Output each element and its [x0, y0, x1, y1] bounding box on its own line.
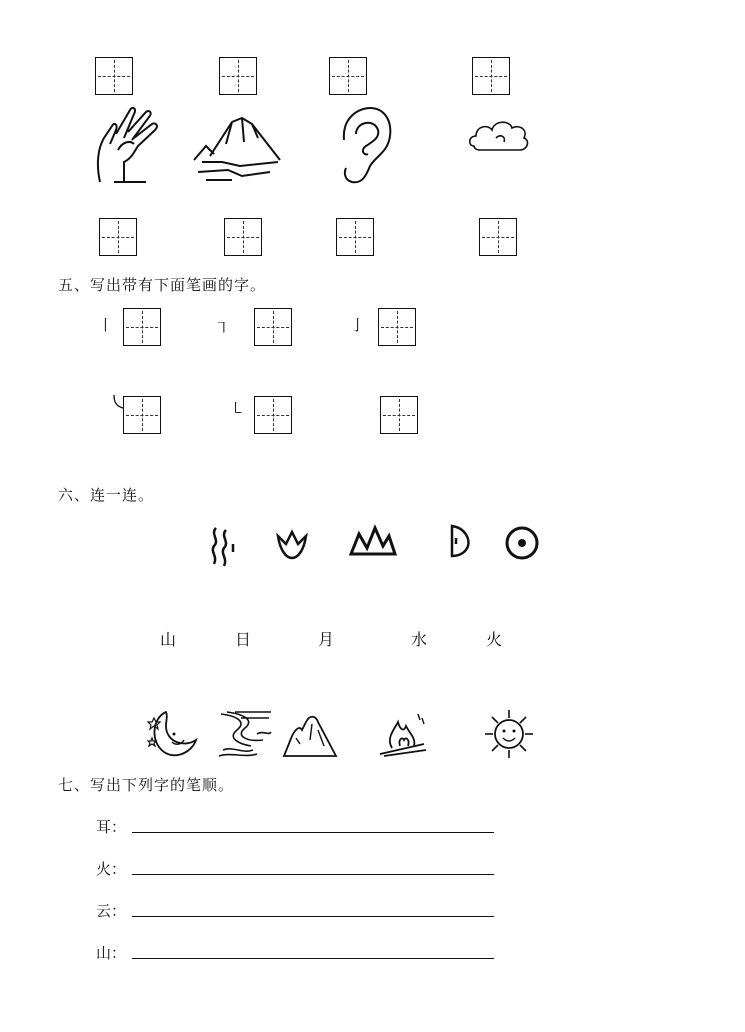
cloud-picture	[466, 116, 532, 158]
stroke-vertical: 丨	[98, 316, 114, 334]
sun-glyph-icon[interactable]	[503, 524, 541, 562]
writing-grid[interactable]	[254, 308, 292, 346]
water-glyph-icon[interactable]	[208, 526, 236, 568]
writing-grid[interactable]	[219, 57, 257, 95]
stroke-order-label-yun: 云：	[96, 902, 127, 920]
writing-grid[interactable]	[254, 396, 292, 434]
char-ri[interactable]: 日	[235, 630, 252, 649]
writing-grid[interactable]	[380, 396, 418, 434]
writing-grid[interactable]	[99, 218, 137, 256]
char-yue[interactable]: 月	[318, 630, 335, 649]
writing-grid[interactable]	[472, 57, 510, 95]
moon-glyph-icon[interactable]	[448, 524, 472, 558]
ear-picture	[334, 104, 394, 188]
writing-grid[interactable]	[123, 308, 161, 346]
answer-line[interactable]	[132, 958, 494, 959]
stroke-vertical-hook: 亅	[350, 316, 366, 334]
writing-grid[interactable]	[336, 218, 374, 256]
stroke-order-label-er: 耳：	[96, 818, 127, 836]
stroke-horizontal-turn: ㇕	[214, 319, 230, 337]
answer-line[interactable]	[132, 916, 494, 917]
writing-grid[interactable]	[329, 57, 367, 95]
section-6-heading: 六、连一连。	[58, 486, 155, 504]
char-shan[interactable]: 山	[160, 630, 177, 649]
answer-line[interactable]	[132, 832, 494, 833]
stroke-vertical-turn: ㇄	[230, 399, 246, 417]
mountain-glyph-icon[interactable]	[349, 524, 397, 556]
fire-glyph-icon[interactable]	[274, 530, 310, 560]
section-7-heading: 七、写出下列字的笔顺。	[58, 776, 235, 794]
water-picture[interactable]	[217, 710, 273, 758]
sun-picture[interactable]	[481, 708, 537, 760]
fire-picture[interactable]	[378, 710, 428, 758]
char-huo[interactable]: 火	[486, 630, 503, 649]
writing-grid[interactable]	[224, 218, 262, 256]
answer-line[interactable]	[132, 874, 494, 875]
mountain-picture-bottom[interactable]	[282, 710, 338, 758]
moon-picture[interactable]	[144, 708, 200, 760]
stroke-order-label-huo: 火：	[96, 860, 127, 878]
hand-picture	[94, 104, 164, 186]
writing-grid[interactable]	[123, 396, 161, 434]
mountain-picture	[192, 114, 284, 186]
writing-grid[interactable]	[95, 57, 133, 95]
writing-grid[interactable]	[479, 218, 517, 256]
writing-grid[interactable]	[378, 308, 416, 346]
stroke-order-label-shan: 山：	[96, 944, 127, 962]
section-5-heading: 五、写出带有下面笔画的字。	[58, 276, 267, 294]
char-shui[interactable]: 水	[411, 630, 428, 649]
